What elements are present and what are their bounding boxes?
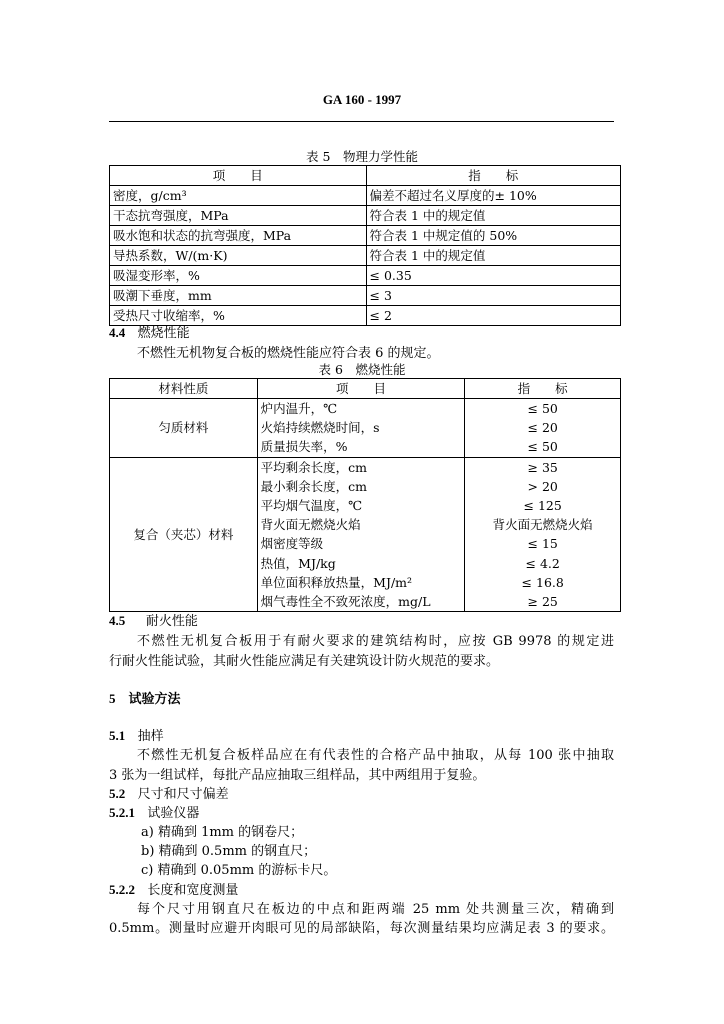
- table6-header-item: 项 目: [257, 379, 465, 399]
- document-code-header: GA 160 - 1997: [322, 92, 402, 107]
- group1-values: [465, 399, 621, 458]
- section-4-5-line2: 行耐火性能试验，其耐火性能应满足有关建筑设计防火规范的要求。: [109, 654, 500, 669]
- group1-items: [257, 399, 465, 458]
- table6-header-material: 材料性质: [110, 379, 258, 399]
- value-text: > 20: [527, 478, 558, 494]
- group-label-homogeneous: 匀质材料: [110, 399, 258, 458]
- section-title: 耐火性能: [145, 614, 198, 629]
- table-row: [110, 206, 621, 226]
- value-text: 背火面无燃烧火焰: [492, 517, 593, 533]
- table6-header-row: [110, 379, 621, 399]
- section-title: 长度和宽度测量: [147, 883, 239, 898]
- section-number: 5.2.1: [109, 805, 135, 820]
- table-row: [110, 399, 621, 458]
- section-5-2-2-heading: [109, 879, 238, 898]
- value-text: ≤ 50: [527, 401, 558, 416]
- section-4-5-line1: 不燃性无机复合板用于有耐火要求的建筑结构时，应按 GB 9978 的规定进: [137, 634, 614, 649]
- table5-physical-mechanical: [109, 165, 621, 326]
- table6-caption: 表 6 燃烧性能: [318, 362, 406, 377]
- section-5-1-line2: 3 张为一组试样，每批产品应抽取三组样品，其中两组用于复验。: [109, 768, 486, 783]
- item-text: 质量损失率，%: [260, 439, 348, 455]
- table-cell: 导热系数，W/(m·K): [110, 246, 367, 266]
- item-text: 单位面积释放热量，MJ/m²: [260, 574, 413, 590]
- value-text: ≥ 35: [527, 459, 558, 475]
- table-cell: 吸水饱和状态的抗弯强度，MPa: [110, 226, 367, 246]
- table-cell: 符合表 1 中规定值的 50%: [366, 226, 620, 246]
- table-row: [110, 246, 621, 266]
- section-4-4-text: 不燃性无机物复合板的燃烧性能应符合表 6 的规定。: [137, 346, 440, 361]
- item-text: 平均剩余长度，cm: [260, 459, 367, 475]
- value-text: ≤ 125: [523, 497, 562, 513]
- table-cell: 偏差不超过名义厚度的± 10%: [366, 186, 620, 206]
- section-title: 试验方法: [128, 691, 181, 706]
- table-row: [110, 226, 621, 246]
- table-cell: 干态抗弯强度，MPa: [110, 206, 367, 226]
- table5-caption: 表 5 物理力学性能: [306, 149, 418, 164]
- table-cell: 受热尺寸收缩率，%: [110, 306, 367, 326]
- table-cell: ≤ 3: [366, 286, 620, 306]
- table-row: [110, 266, 621, 286]
- section-number: 5.2: [109, 786, 126, 801]
- value-text: ≤ 50: [527, 439, 558, 455]
- section-5-2-2-line2: 0.5mm。测量时应避开肉眼可见的局部缺陷，每次测量结果均应满足表 3 的要求。: [109, 921, 614, 936]
- table-cell: 吸湿变形率，%: [110, 266, 367, 286]
- section-number: 4.4: [109, 325, 126, 340]
- group2-items: [257, 457, 465, 612]
- table-row: [110, 457, 621, 612]
- table-cell: 吸潮下垂度，mm: [110, 286, 367, 306]
- item-text: 烟密度等级: [260, 536, 324, 552]
- table5-header-item: 项 目: [110, 166, 367, 186]
- group2-values: [465, 457, 621, 612]
- item-text: 炉内温升，℃: [260, 401, 338, 416]
- table-row: [110, 286, 621, 306]
- section-title: 燃烧性能: [137, 326, 190, 341]
- list-item: a) 精确到 1mm 的钢卷尺；: [141, 825, 304, 840]
- table-cell: 密度，g/cm³: [110, 186, 367, 206]
- section-5-2-2-line1: 每个尺寸用钢直尺在板边的中点和距两端 25 mm 处共测量三次，精确到: [137, 902, 614, 917]
- table6-header-spec: 指 标: [465, 379, 621, 399]
- section-5-1-line1: 不燃性无机复合板样品应在有代表性的合格产品中抽取，从每 100 张中抽取: [137, 748, 614, 763]
- section-title: 尺寸和尺寸偏差: [137, 787, 229, 802]
- item-text: 最小剩余长度，cm: [260, 478, 367, 494]
- table-row: [110, 186, 621, 206]
- table-cell: 符合表 1 中的规定值: [366, 246, 620, 266]
- table-cell: ≤ 2: [366, 306, 620, 326]
- section-number: 4.5: [109, 613, 126, 628]
- section-4-4-heading: [109, 322, 190, 341]
- value-text: ≥ 25: [527, 593, 558, 609]
- section-number: 5.2.2: [109, 882, 135, 897]
- section-5-2-1-heading: [109, 802, 199, 821]
- value-text: ≤ 20: [527, 420, 558, 436]
- section-5-heading: [109, 688, 181, 707]
- value-text: ≤ 4.2: [525, 555, 560, 571]
- section-4-5-heading: [109, 610, 198, 629]
- group-label-composite: 复合（夹芯）材料: [110, 457, 258, 612]
- table6-combustion: [109, 378, 621, 612]
- table-cell: ≤ 0.35: [366, 266, 620, 286]
- list-item: b) 精确到 0.5mm 的钢直尺；: [141, 844, 317, 859]
- section-5-1-heading: [109, 725, 164, 744]
- value-text: ≤ 16.8: [521, 574, 564, 590]
- section-number: 5.1: [109, 728, 126, 743]
- header-divider: [109, 121, 614, 122]
- item-text: 烟气毒性全不致死浓度，mg/L: [260, 593, 431, 609]
- table5-header-row: [110, 166, 621, 186]
- item-text: 背火面无燃烧火焰: [260, 517, 361, 533]
- section-title: 抽样: [137, 729, 164, 744]
- list-item: c) 精确到 0.05mm 的游标卡尺。: [141, 863, 337, 878]
- item-text: 平均烟气温度，℃: [260, 497, 363, 513]
- table-cell: 符合表 1 中的规定值: [366, 206, 620, 226]
- item-text: 热值，MJ/kg: [260, 555, 336, 571]
- section-number: 5: [109, 691, 116, 706]
- section-title: 试验仪器: [147, 806, 200, 821]
- table5-header-spec: 指 标: [366, 166, 620, 186]
- item-text: 火焰持续燃烧时间，s: [260, 420, 380, 436]
- value-text: ≤ 15: [527, 536, 558, 552]
- section-5-2-heading: [109, 783, 229, 802]
